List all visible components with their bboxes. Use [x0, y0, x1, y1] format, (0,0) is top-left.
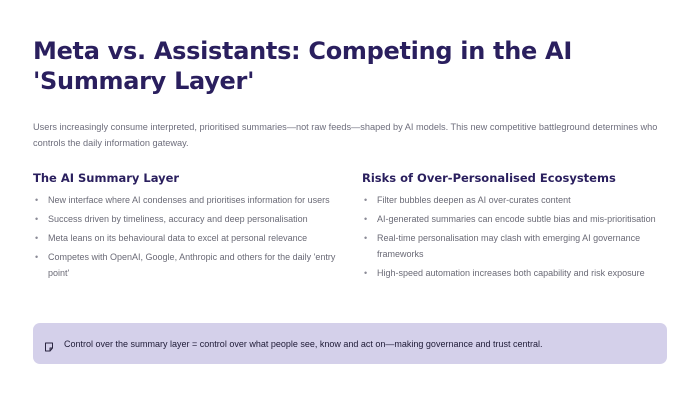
right-column-heading: Risks of Over-Personalised Ecosystems — [362, 171, 616, 185]
right-bullet-list — [362, 193, 667, 281]
bullet-icon: • — [35, 214, 39, 224]
list-item-text: Competes with OpenAI, Google, Anthropic and others for the daily 'entry point' — [48, 252, 336, 278]
bullet-icon: • — [364, 214, 368, 224]
list-item-text: Filter bubbles deepen as AI over-curates content — [377, 195, 571, 205]
list-item — [362, 212, 667, 228]
left-bullet-list — [33, 193, 342, 281]
list-item — [33, 193, 342, 209]
list-item — [33, 250, 342, 281]
list-item — [362, 231, 667, 262]
bullet-icon: • — [364, 233, 368, 243]
left-column — [33, 171, 362, 285]
list-item-text: AI-generated summaries can encode subtle bias and mis-prioritisation — [377, 214, 656, 224]
left-column-heading: The AI Summary Layer — [33, 171, 180, 185]
bullet-icon: • — [364, 267, 368, 278]
bullet-icon: • — [364, 195, 368, 205]
subtitle: Users increasingly consume interpreted, prioritised summaries—not raw feeds—shaped by AI models. This new competitive battleground determines who controls the daily information gateway. — [33, 122, 658, 148]
callout-text: Control over the summary layer = control over what people see, know and act on—making governance and trust central. — [64, 338, 543, 349]
list-item-text: Success driven by timeliness, accuracy and deep personalisation — [48, 214, 308, 224]
bullet-icon: • — [35, 252, 39, 262]
bullet-icon: • — [35, 195, 39, 205]
list-item — [33, 231, 342, 247]
bullet-icon: • — [35, 233, 39, 243]
list-item — [362, 193, 667, 209]
list-item — [33, 212, 342, 228]
callout-box — [33, 323, 667, 364]
right-column — [362, 171, 667, 285]
list-item-text: Real-time personalisation may clash with emerging AI governance frameworks — [377, 233, 641, 259]
two-column-section — [33, 171, 667, 285]
list-item-text: New interface where AI condenses and prioritises information for users — [48, 195, 330, 205]
list-item-text: Meta leans on its behavioural data to excel at personal relevance — [48, 233, 308, 243]
note-icon — [44, 339, 54, 349]
page-title: Meta vs. Assistants: Competing in the AI 'Summary Layer' — [33, 37, 572, 95]
list-item-text: High-speed automation increases both capability and risk exposure — [377, 267, 645, 278]
list-item — [362, 266, 667, 282]
